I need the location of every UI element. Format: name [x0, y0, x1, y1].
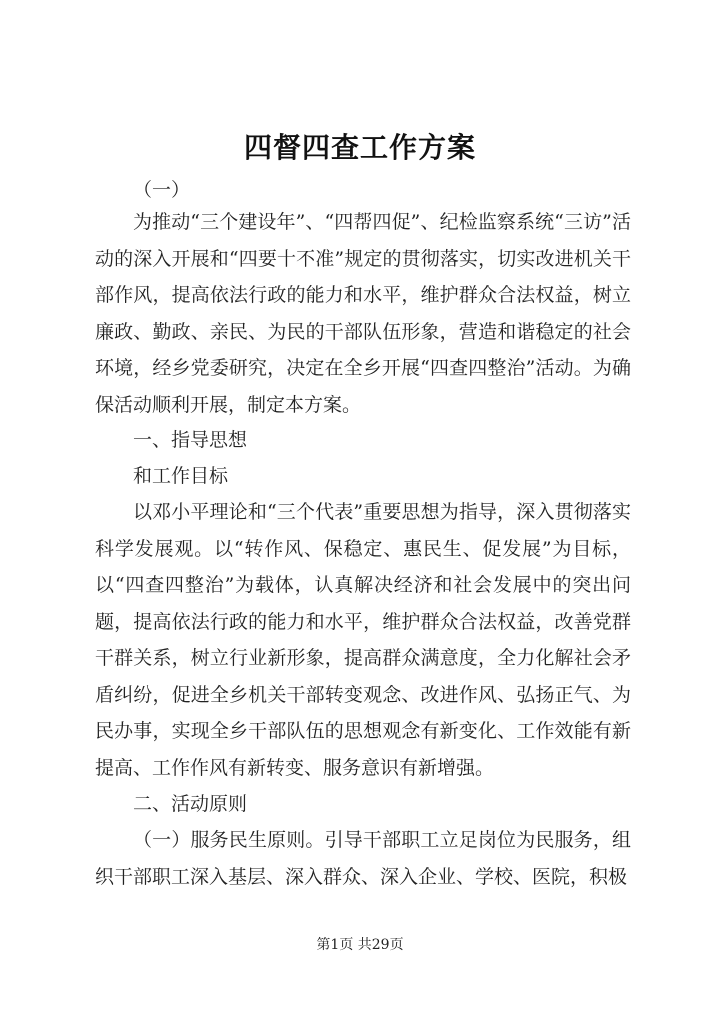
- page-footer: 第1页 共29页: [316, 937, 404, 953]
- document-title: 四督四查工作方案: [243, 131, 476, 164]
- principle-paragraph: （一）服务民生原则。引导干部职工立足岗位为民服务，组织干部职工深入基层、深入群众、深入企业、学校、医院，积极: [95, 829, 631, 888]
- intro-paragraph: 为推动“三个建设年”、“四帮四促”、纪检监察系统“三访”活动的深入开展和“四要十不准”规定的贯彻落实，切实改进机关干部作风，提高依法行政的能力和水平，维护群众合法权益，树立廉政、勤政、亲民、为民的干部队伍形象，营造和谐稳定的社会环境，经乡党委研究，决定在全乡开展“四查四整治”活动。为确保活动顺利开展，制定本方案。: [95, 211, 631, 416]
- heading-activity-principles: 二、活动原则: [133, 793, 248, 815]
- section-marker: （一）: [133, 179, 191, 201]
- heading-work-goals: 和工作目标: [133, 465, 229, 487]
- guiding-paragraph: 以邓小平理论和“三个代表”重要思想为指导，深入贯彻落实科学发展观。以“转作风、保稳定、惠民生、促发展”为目标，以“四查四整治”为载体，认真解决经济和社会发展中的突出问题，提高依法行政的能力和水平，维护群众合法权益，改善党群干群关系，树立行业新形象，提高群众满意度，全力化解社会矛盾纠纷，促进全乡机关干部转变观念、改进作风、弘扬正气、为民办事，实现全乡干部队伍的思想观念有新变化、工作效能有新提高、工作作风有新转变、服务意识有新增强。: [95, 501, 631, 779]
- heading-guiding-ideology: 一、指导思想: [133, 429, 248, 451]
